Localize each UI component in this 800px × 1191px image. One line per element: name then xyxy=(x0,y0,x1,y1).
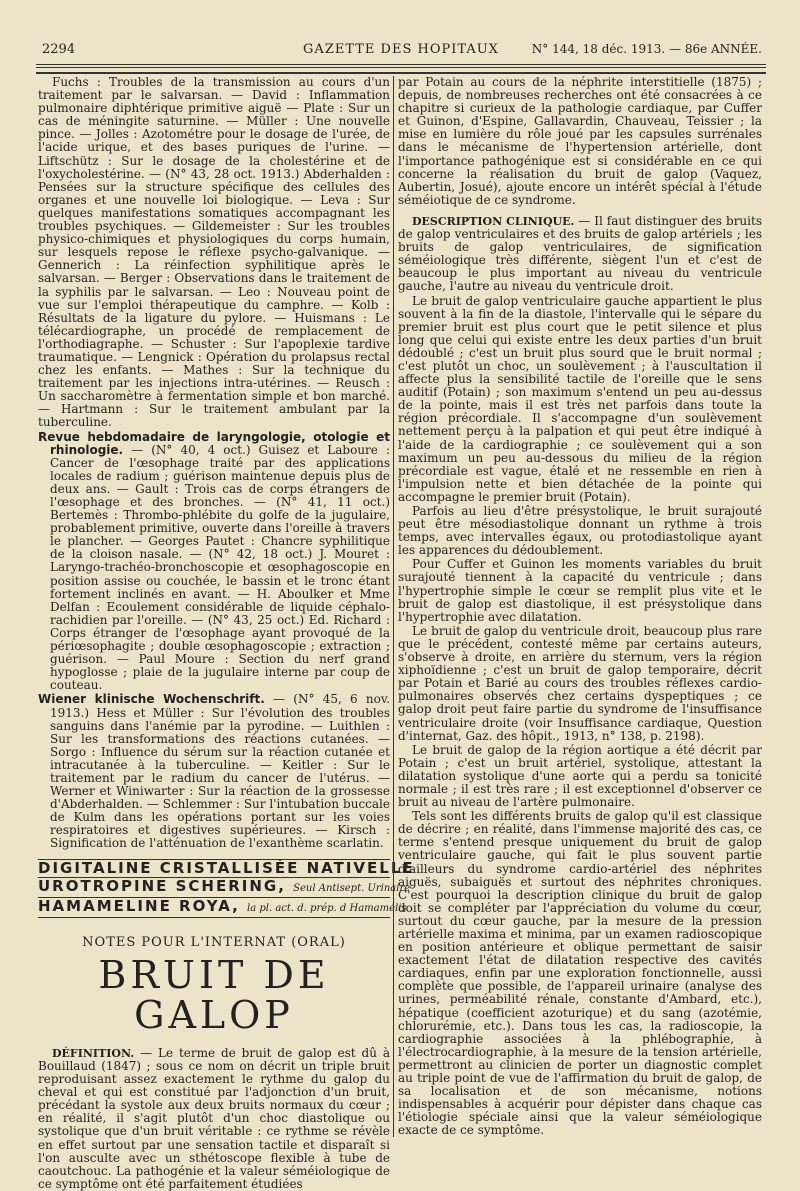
ad-subtext: Seul Antisept. Urinaire xyxy=(293,882,411,894)
paragraph xyxy=(38,1047,390,1191)
journal-heading: Wiener klinische Wochenschrift. xyxy=(38,692,265,707)
paragraph-text: — Il faut distinguer des bruits de galop ventriculaires et des bruits de galop artériels ; les bruits de galop ventriculaires, de signification séméiologique très différente, siègent l'un et c'est de beaucoup le plus important au niveau du ventricule gauche, l'autre au niveau du ventricule droit. xyxy=(398,213,762,294)
paragraph: Parfois au lieu d'être présystolique, le bruit surajouté peut être mésodiastolique donnant un rythme à trois temps, avec intervalles égaux, ou protodiastolique ayant les apparences du dédoublement. xyxy=(398,504,762,558)
page-number: 2294 xyxy=(42,42,76,57)
advertisement-block xyxy=(38,858,415,918)
paragraph xyxy=(38,693,390,850)
article-title: BRUIT DE GALOP xyxy=(98,952,330,1037)
left-column xyxy=(38,75,415,1191)
paragraph: Pour Cuffer et Guinon les moments variables du bruit surajouté tiennent à la capacité du ventricule ; dans l'hypertrophie simple le cœur se remplit plus vite et le bruit de galop est diastolique, il est présystolique dans l'hypertrophie avec dilatation. xyxy=(398,557,762,624)
header-rule xyxy=(36,72,766,74)
paragraph-text: — (N° 40, 4 oct.) Guisez et Laboure : Cancer de l'œsophage traité par des applications locales de radium ; guérison maintenue depuis plus de deux ans. — Gault : Trois cas de corps étrangers de l'œsophage et des bronches. — (N° 41, 11 oct.) Bertemès : Thrombo-phlébite du golfe de la jugulaire, probablement primitive, ouverte dans l'oreille à travers le plancher. — Georges Pautet : Chancre syphilitique de la cloison nasale. — (N° 42, 18 oct.) J. Mouret : Laryngo-trachéo-bronchoscopie et œsophagoscopie en position assise ou couchée, le bassin et le tronc étant fortement inclinés en avant. — H. Aboulker et Mme Delfan : Ecoulement considérable de liquide céphalo-rachidien par l'oreille. — (N° 43, 25 oct.) Ed. Richard : Corps étranger de l'œsophage ayant provoqué de la périœsophagite ; double œsophagoscopie ; extraction ; guérison. — Paul Moure : Section du nerf grand hypoglosse ; plaie de la jugulaire interne par coup de couteau. xyxy=(50,442,390,693)
ad-text: UROTROPINE SCHERING, xyxy=(38,876,286,895)
paragraph-text: — Le terme de bruit de galop est dû à Bouillaud (1847) ; sous ce nom on décrit un triple bruit reproduisant assez exactement le rythme du galop du cheval et qui est constitué par l'adjonction d'un bruit, précédant la systole aux deux bruits normaux du cœur ; en réalité, il s'agit plutôt d'un choc diastolique ou systolique que d'un bruit véritable : ce rythme se révèle en effet surtout par une sensation tactile et disparaît si l'on ausculte avec un sthétoscope flexible à tube de caoutchouc. La pathogénie et la valeur séméiologique de ce symptôme ont été parfaitement étudiées xyxy=(38,1045,390,1191)
advertisement: DIGITALINE CRISTALLISÉE NATIVELLE xyxy=(38,858,415,877)
journal-heading: Revue hebdomadaire de laryngologie, otologie et rhinologie. xyxy=(38,429,390,457)
advertisement xyxy=(38,896,407,918)
header-rule xyxy=(36,64,766,65)
page-header xyxy=(36,36,766,62)
definition-label: DÉFINITION. xyxy=(52,1046,135,1060)
paragraph-text: — (N° 45, 6 nov. 1913.) Hess et Müller : Sur l'évolution des troubles sanguins dans l'anémie par la pyrodine. — Luithlen : Sur les transformations des réactions cutanées. — Sorgo : Influence du sérum sur la réaction cutanée et intracutanée à la tuberculine. — Keitler : Sur le traitement par le radium du cancer de l'utérus. — Werner et Winiwarter : Sur la réaction de la grossesse d'Abderhalden. — Schlemmer : Sur l'intubation buccale de Kulm dans les opérations portant sur les voies respiratoires et digestives supérieures. — Kirsch : Signification de l'atténuation de l'exanthème scarlatin. xyxy=(50,692,390,851)
paragraph xyxy=(38,431,390,693)
journal-title: GAZETTE DES HOPITAUX xyxy=(303,42,499,57)
header-rule xyxy=(36,67,766,68)
paragraph: Le bruit de galop du ventricule droit, beaucoup plus rare que le précédent, contesté même par certains auteurs, s'observe à droite, en arrière du sternum, vers la région xiphoïdienne ; c'est un bruit de galop temporaire, décrit par Potain et Barié au cours des troubles réflexes cardio-pulmonaires observés chez certains dyspeptiques ; ce galop droit peut faire partie du syndrome de l'insuffisance ventriculaire droite (voir Insuffisance cardiaque, Question d'internat, Gaz. des hôpit., 1913, n° 138, p. 2198). xyxy=(398,623,762,743)
ad-subtext: la pl. act. d. prép. d Hamamélis xyxy=(247,902,407,914)
paragraph: Tels sont les différents bruits de galop qu'il est classique de décrire ; en réalité, dans l'immense majorité des cas, ce terme s'entend presque uniquement du bruit de galop ventriculaire gauche, qui fait le plus souvent partie d'ailleurs du syndrome cardio-artériel des néphrites aiguës, subaiguës et surtout des néphrites chroniques. C'est pourquoi la description clinique du bruit de galop doit se compléter par l'appréciation du volume du cœur, surtout du cœur gauche, par la mesure de la pression artérielle maxima et minima, par un examen radioscopique en position antérieure et oblique permettant de saisir exactement l'état de dilatation respective des cavités cardiaques, enfin par une exploration fonctionnelle, aussi complète que possible, de l'appareil urinaire (analyse des urines, perméabilité rénale, constante d'Ambard, etc.), hépatique (coefficient azoturique) et du sang (azotémie, chlorurémie, etc.). Dans tous les cas, la radioscopie, la cardiographie associées à la phlébographie, à l'électrocardiographie, à la mesure de la tension artérielle, permettront au clinicien de porter un diagnostic complet au triple point de vue de l'affirmation du bruit de galop, de sa localisation et de son mécanisme, notions indispensables à acquérir pour dépister dans chaque cas l'étiologie spéciale ainsi que la valeur séméiologique exacte de ce symptôme. xyxy=(398,809,762,1138)
paragraph: Le bruit de galop de la région aortique a été décrit par Potain ; c'est un bruit artériel, systolique, attestant la dilatation systolique d'une aorte qui a perdu sa tonicité normale ; il est très rare ; il est exceptionnel d'observer ce bruit au niveau de l'artère pulmonaire. xyxy=(398,742,762,810)
paragraph: Fuchs : Troubles de la transmission au cours d'un traitement par le salvarsan. — David : Inflammation pulmonaire diphtérique primitive aiguë — Plate : Sur un cas de méningite saturnine. — Müller : Une nouvelle pince. — Jolles : Azotométre pour le dosage de l'urée, de l'acide urique, et des bases puriques de l'urine. — Liftschütz : Sur le dosage de la cholestérine et de l'oxycholestérine. — (N° 43, 28 oct. 1913.) Abderhalden : Pensées sur la structure spécifique des cellules des organes et une nouvelle loi biologique. — Leva : Sur quelques manifestations somatiques accompagnant les troubles psychiques. — Gildemeister : Sur les troubles physico-chimiques et physiologiques du corps humain, sur lesquels repose le réflexe psycho-galvanique. — Gennerich : La réinfection syphilitique après le salvarsan. — Berger : Observations dans le traitement de la syphilis par le salvarsan. — Leo : Nouveau point de vue sur l'emploi thérapeutique du camphre. — Kolb : Résultats de la ligature du pylore. — Huismans : Le télécardiographe, un procédé de remplacement de l'orthodiagraphe. — Schuster : Sur l'apoplexie tardive traumatique. — Lengnick : Opération du prolapsus rectal chez les enfants. — Mathes : Sur la technique du traitement par les injections intra-utérines. — Reusch : Un saccharomètre à fermentation simple et bon marché. — Hartmann : Sur le traitement ambulant par la tuberculine. xyxy=(38,75,390,430)
right-column xyxy=(398,76,762,1137)
ad-text: HAMAMELINE ROYA, xyxy=(38,896,240,915)
paragraph xyxy=(398,215,762,294)
paragraph: par Potain au cours de la néphrite interstitielle (1875) ; depuis, de nombreuses recherches ont été consacrées à ce chapitre si curieux de la pathologie cardiaque, par Cuffer et Guinon, d'Espine, Gallavardin, Chauveau, Teissier ; la mise en lumière du rôle joué par les capsules surrénales dans le mécanisme de l'hypertension artérielle, dont l'importance pathogénique est si considérable en ce qui concerne la réalisation du bruit de galop (Vaquez, Aubertin, Josué), ajoute encore un intérêt spécial à l'étude séméiotique de ce syndrome. xyxy=(398,75,762,207)
section-label: DESCRIPTION CLINIQUE. xyxy=(412,214,575,228)
section-heading: NOTES POUR L'INTERNAT (ORAL) xyxy=(82,934,346,950)
issue-info: N° 144, 18 déc. 1913. — 86e ANNÉE. xyxy=(531,42,762,56)
paragraph: Le bruit de galop ventriculaire gauche appartient le plus souvent à la fin de la diastole, l'intervalle qui le sépare du premier bruit est plus court que le petit silence et plus long que celui qui existe entre les deux parties d'un bruit dédoublé ; c'est un bruit plus sourd que le bruit normal ; c'est plutôt un choc, un soulèvement ; à l'auscultation il affecte plus la sensibilité tactile de l'oreille que le sens auditif (Potain) ; son maximum s'entend un peu au-dessus de la pointe, mais il est très net parfois dans toute la région précordiale. Il s'accompagne d'un soulèvement nettement perçu à la palpation et qui peut être indiqué à l'aide de la cardiographie ; ce soulèvement qui a son maximum un peu au-dessous du milieu de la région précordiale est vague, étalé et ne ressemble en rien à l'impulsion nette et bien détachée de la pointe qui accompagne le premier bruit (Potain). xyxy=(398,293,762,504)
advertisement xyxy=(38,876,411,898)
column-divider xyxy=(393,76,394,1137)
